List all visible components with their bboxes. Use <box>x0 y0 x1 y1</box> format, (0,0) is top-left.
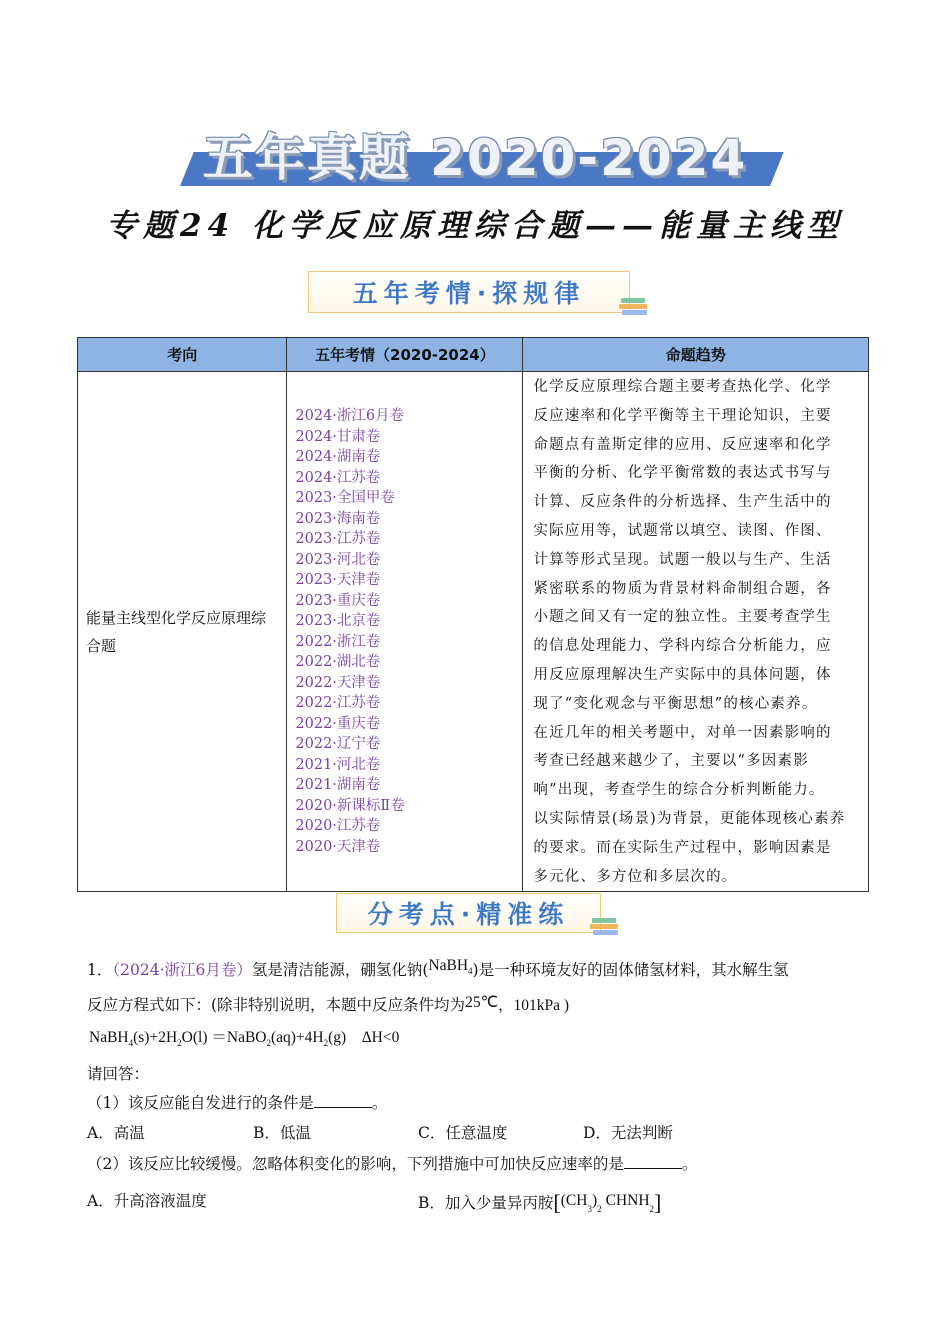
trend-line: 在近几年的相关考题中，对单一因素影响的 <box>533 724 832 741</box>
trend-line: 响”出现，考查学生的综合分析判断能力。 <box>533 782 825 799</box>
enthalpy-change: ΔH<0 <box>361 1029 400 1046</box>
question-number: 1． <box>87 961 113 979</box>
sub-question-1: （1）该反应能自发进行的条件是 。 <box>87 1094 388 1112</box>
trend-line: 以实际情景(场景)为背景，更能体现核心素养 <box>533 810 846 827</box>
exam-item: 2021·湖南卷 <box>295 777 381 794</box>
question-text-a: 氢是清洁能源，硼氢化钠( <box>251 961 429 979</box>
option-1c[interactable]: C．任意温度 <box>418 1124 508 1142</box>
header-exams: 五年考情（2020-2024） <box>287 338 523 372</box>
banner <box>180 118 770 186</box>
trend-line: 多元化、多方位和多层次的。 <box>533 868 738 885</box>
option-1a[interactable]: A．高温 <box>87 1124 145 1142</box>
topic-cell <box>78 372 287 892</box>
books-icon <box>590 916 620 938</box>
exam-item: 2023·北京卷 <box>295 613 381 630</box>
exam-item: 2023·天津卷 <box>295 572 381 589</box>
trend-line: 计算等形式呈现。试题一般以与生产、生活 <box>533 551 832 568</box>
trend-line: 的要求。而在实际生产过程中，影响因素是 <box>533 839 832 856</box>
trend-line: 平衡的分析、化学平衡常数的表达式书写与 <box>533 465 832 482</box>
exam-item: 2022·浙江卷 <box>295 633 381 650</box>
option-1b[interactable]: B．低温 <box>253 1124 311 1142</box>
exams-cell <box>287 372 523 892</box>
exam-item: 2024·甘肃卷 <box>295 428 381 445</box>
exam-item: 2022·江苏卷 <box>295 695 381 712</box>
exam-item: 2022·湖北卷 <box>295 654 381 671</box>
formula-isopropylamine: $[(CH_3)_2CHNH_2]$ <box>553 1190 662 1215</box>
trend-line: 的信息处理能力、学科内综合分析能力，应 <box>533 638 832 655</box>
section-badge-practice <box>336 893 601 933</box>
trend-line: 小题之间又有一定的独立性。主要考查学生 <box>533 609 832 626</box>
header-trend: 命题趋势 <box>523 338 869 372</box>
banner-title: 五年真题 2020-2024 <box>202 129 748 187</box>
table-row <box>78 372 869 892</box>
section-badge-trends <box>308 271 630 313</box>
table-header-row <box>78 338 869 372</box>
exam-item: 2020·天津卷 <box>295 838 381 855</box>
topic-text: 能量主线型化学反应原理综合题 <box>86 608 267 655</box>
exam-item: 2022·辽宁卷 <box>295 736 381 753</box>
exam-trend-table <box>77 337 869 892</box>
option-1d[interactable]: D．无法判断 <box>583 1124 673 1142</box>
option-2a[interactable]: A．升高溶液温度 <box>87 1192 207 1210</box>
exam-item: 2023·江苏卷 <box>295 531 381 548</box>
exam-item: 2022·天津卷 <box>295 674 381 691</box>
condition-temperature: 25℃ <box>465 994 498 1011</box>
option-2b[interactable]: B．加入少量异丙胺$[(CH_3)_2CHNH_2]$ <box>418 1190 662 1215</box>
exam-item: 2024·湖南卷 <box>295 449 381 466</box>
trend-line: 用反应原理解决生产实际中的具体问题，体 <box>533 666 832 683</box>
exam-item: 2024·浙江6月卷 <box>295 408 405 425</box>
exam-item: 2022·重庆卷 <box>295 715 381 732</box>
trend-line: 现了“变化观念与平衡思想”的核心素养。 <box>533 695 818 712</box>
books-icon <box>619 296 649 318</box>
trend-line: 紧密联系的物质为背景材料命制组合题，各 <box>533 580 832 597</box>
question-source: （2024·浙江6月卷） <box>112 961 252 979</box>
condition-pressure: ，101kPa ) <box>497 997 570 1014</box>
section-badge-trends-label: 五年考情·探规律 <box>352 279 586 308</box>
exam-item: 2023·全国甲卷 <box>295 490 395 507</box>
question-text-b: )是一种环境友好的固体储氢材料，其水解生氢 <box>472 961 789 979</box>
exam-item: 2024·江苏卷 <box>295 469 381 486</box>
reaction-equation: $NaBH_4(s)+2H_2O(l)$ $=NaBO_2(aq)+4H_2(g)$ ΔH<0 <box>89 1029 400 1049</box>
trend-cell <box>523 372 869 892</box>
trend-line: 化学反应原理综合题主要考查热化学、化学 <box>533 379 832 395</box>
answer-blank-1[interactable] <box>314 1093 372 1108</box>
answer-prompt: 请回答： <box>87 1065 150 1083</box>
main-title: 专题24 化学反应原理综合题——能量主线型 <box>106 208 844 244</box>
exam-item: 2023·河北卷 <box>295 551 381 568</box>
question-line-2: 反应方程式如下：(除非特别说明，本题中反应条件均为 <box>87 996 466 1014</box>
exam-list <box>295 406 514 857</box>
exam-item: 2023·海南卷 <box>295 510 381 527</box>
question-1-line-1 <box>87 959 789 987</box>
trend-line: 实际应用等，试题常以填空、读图、作图、 <box>533 522 832 539</box>
trend-line: 命题点有盖斯定律的应用、反应速率和化学 <box>533 436 832 453</box>
exam-item: 2023·重庆卷 <box>295 592 381 609</box>
trend-line: 考查已经越来越少了，主要以“多因素影 <box>533 753 809 770</box>
trend-text <box>533 372 858 891</box>
question-1-line-2 <box>87 994 569 1017</box>
exam-item: 2020·新课标Ⅱ卷 <box>295 797 405 814</box>
sub-question-2: （2）该反应比较缓慢。忽略体积变化的影响，下列措施中可加快反应速率的是 。 <box>87 1155 698 1173</box>
section-badge-practice-label: 分考点·精准练 <box>367 900 570 929</box>
exam-item: 2020·江苏卷 <box>295 818 381 835</box>
trend-line: 反应速率和化学平衡等主干理论知识，主要 <box>533 407 832 424</box>
answer-blank-2[interactable] <box>624 1154 682 1169</box>
exam-item: 2021·河北卷 <box>295 756 381 773</box>
header-topic: 考向 <box>78 338 287 372</box>
trend-line: 计算、反应条件的分析选择、生产生活中的 <box>533 494 832 511</box>
formula-nabh4: NaBH$_4$ <box>428 957 473 977</box>
